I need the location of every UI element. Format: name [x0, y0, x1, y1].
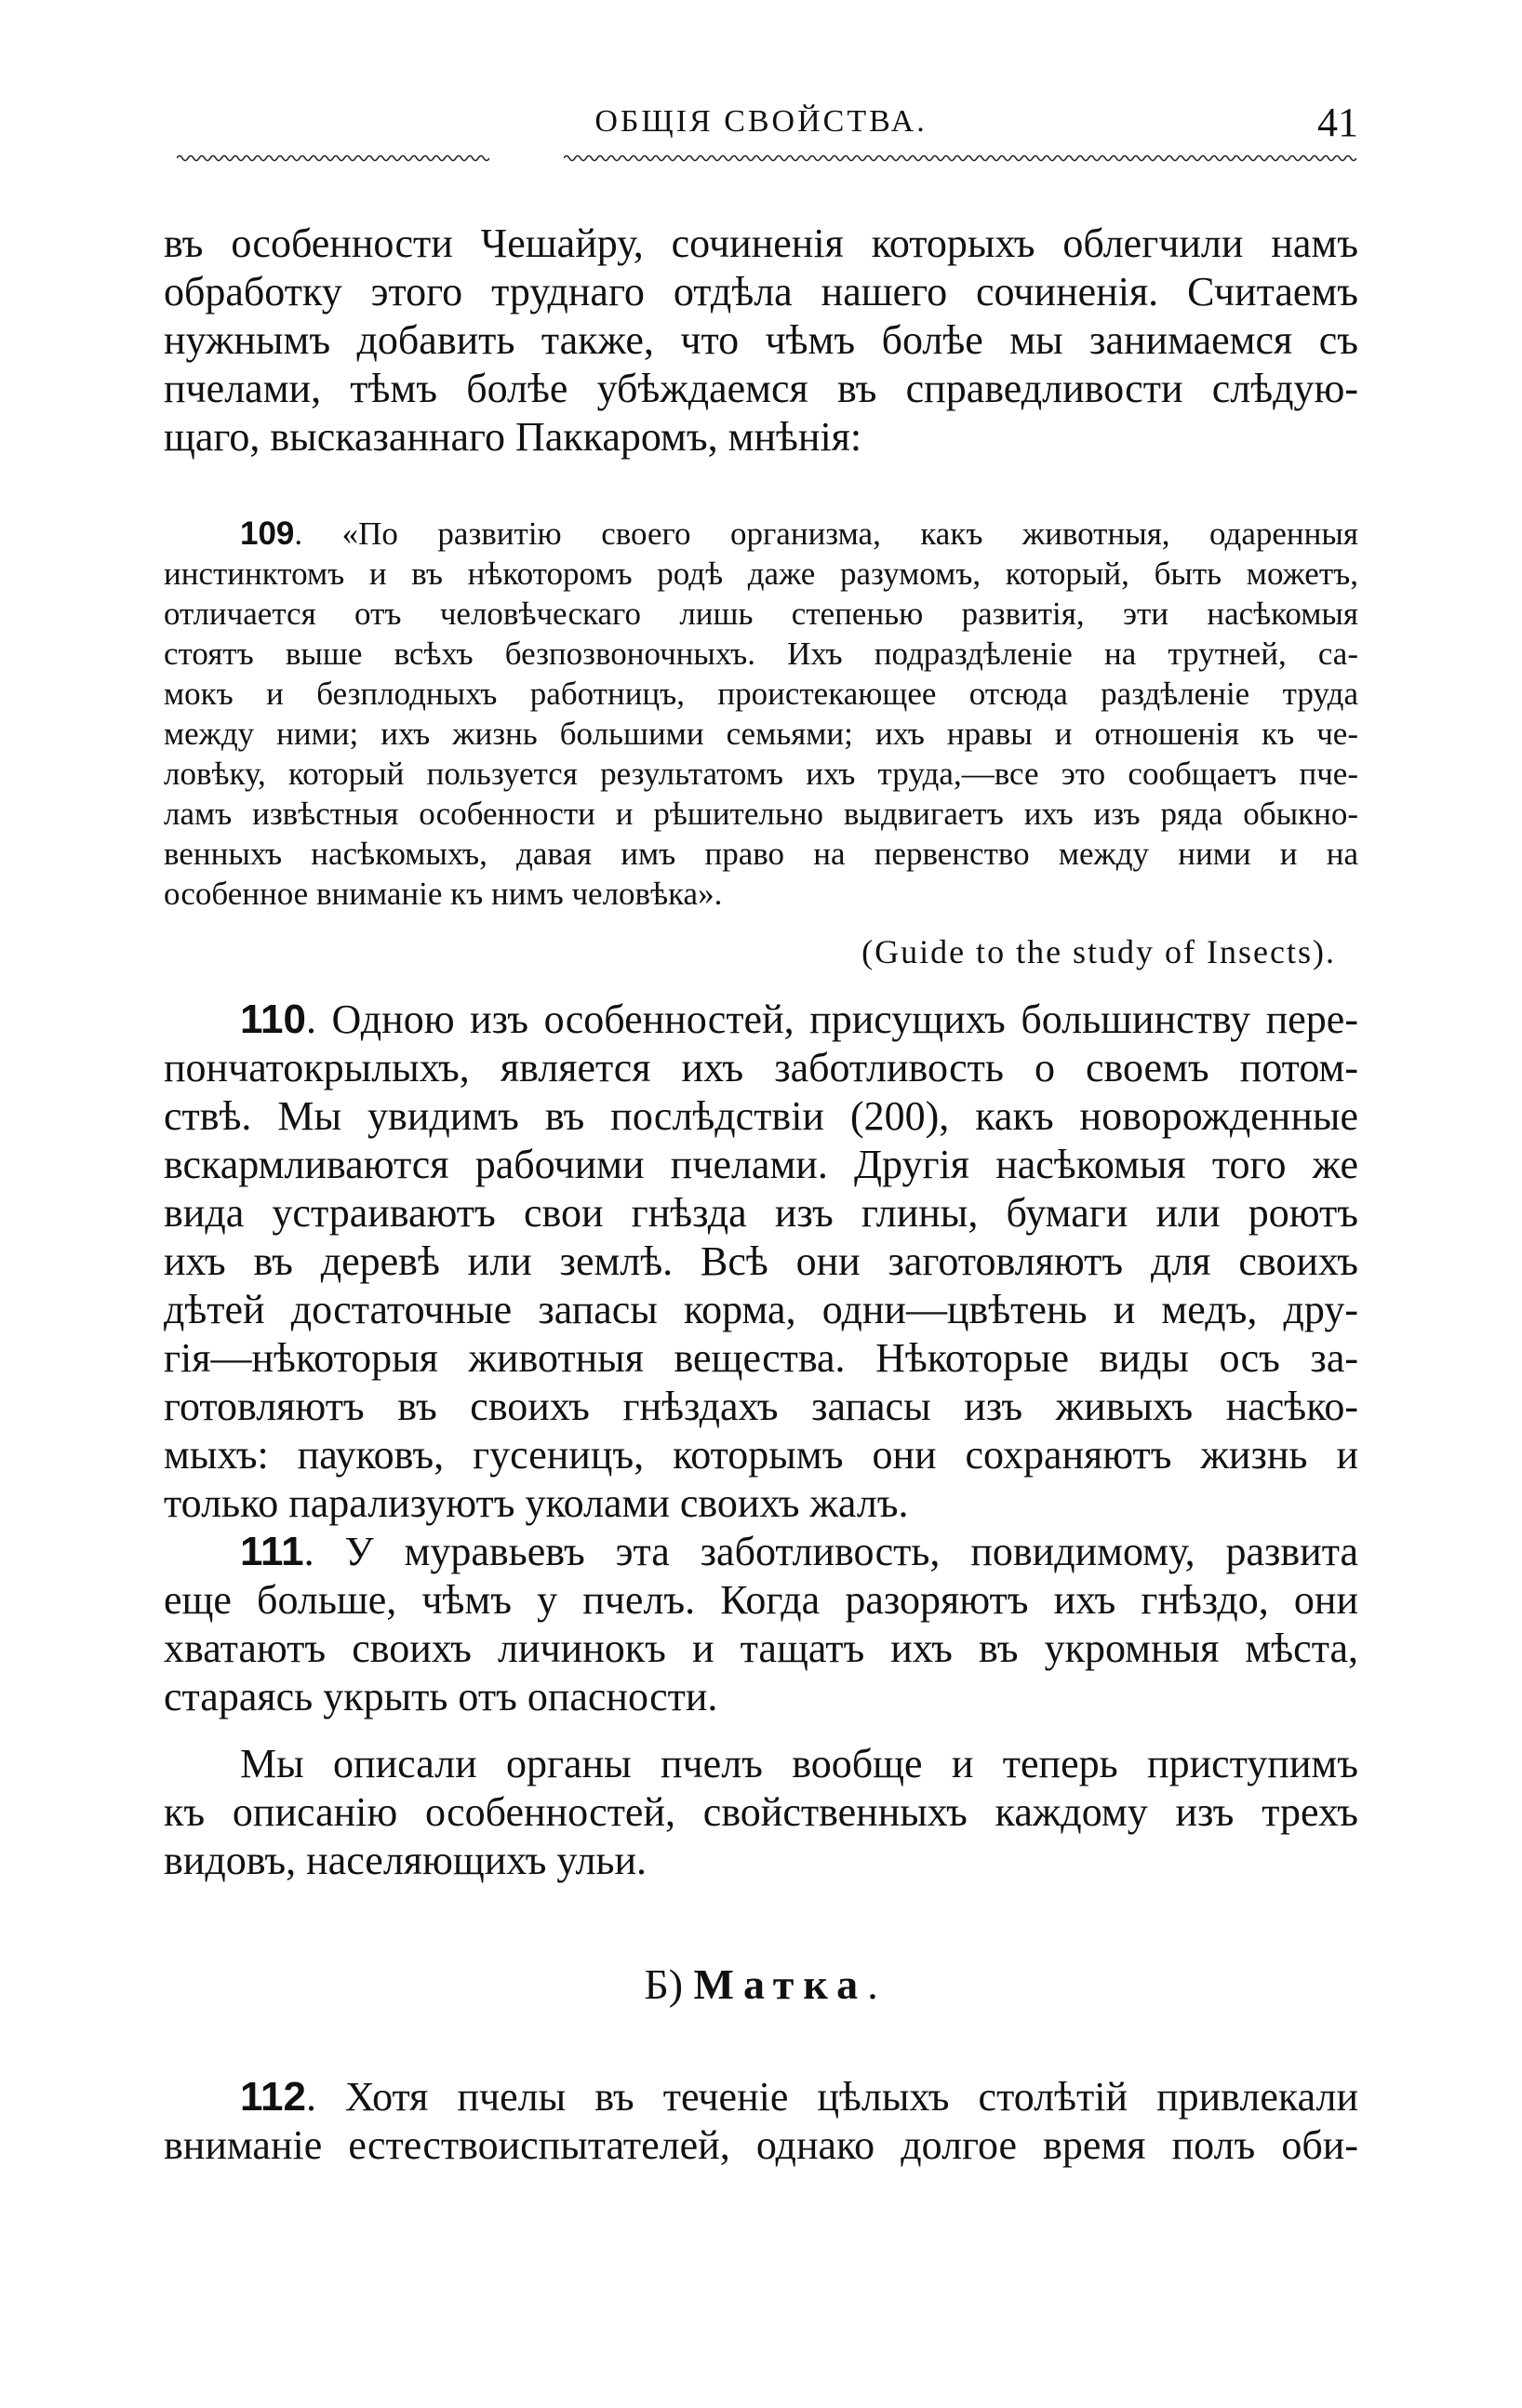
text-line: пчелами, тѣмъ болѣе убѣждаемся въ справедливости слѣдую-: [164, 366, 1358, 411]
text-line: обработку этого труднаго отдѣла нашего сочиненія. Считаемъ: [164, 269, 1358, 314]
text-line: вниманіе естествоиспытателей, однако долгое время полъ оби-: [164, 2122, 1358, 2168]
text-line: ловѣку, который пользуется результатомъ ихъ труда,—все это сообщаетъ пче-: [164, 756, 1358, 792]
paragraph-109-quote: [164, 514, 1358, 914]
closing-paragraph: [164, 1740, 1358, 1885]
paragraph-number-112: 112: [240, 2074, 306, 2120]
text-line: Мы описали органы пчелъ вообще и теперь приступимъ: [240, 1741, 1358, 1786]
text-line: гія—нѣкоторыя животныя вещества. Нѣкоторые виды осъ за-: [164, 1335, 1358, 1381]
text-span: . Хотя пчелы въ теченіе цѣлыхъ столѣтій привлекали: [305, 2074, 1358, 2120]
wavy-rule-right: [564, 156, 1356, 161]
text-line: хватаютъ своихъ личинокъ и тащатъ ихъ въ укромныя мѣста,: [164, 1625, 1358, 1671]
section-suffix: .: [867, 1960, 878, 2008]
page-header: [164, 100, 1358, 160]
paragraph-110-first-line: [164, 996, 1358, 1044]
wavy-rule-left: [177, 156, 489, 161]
text-line: щаго, высказаннаго Паккаромъ, мнѣнія:: [164, 414, 862, 460]
text-line: венныхъ насѣкомыхъ, давая имъ право на первенство между ними и на: [164, 836, 1358, 872]
paragraph-111-first-line: [164, 1528, 1358, 1576]
text-line: вскармливаются рабочими пчелами. Другія насѣкомыя того же: [164, 1142, 1358, 1187]
text-line: между ними; ихъ жизнь большими семьями; ихъ нравы и отношенія къ че-: [164, 716, 1358, 752]
citation: (Guide to the study of Insects).: [861, 933, 1336, 970]
running-title: ОБЩІЯ СВОЙСТВА.: [594, 104, 928, 139]
text-line: отличается отъ человѣческаго лишь степенью развитія, эти насѣкомыя: [164, 595, 1358, 632]
text-line: стараясь укрыть отъ опасности.: [164, 1674, 718, 1719]
text-line: дѣтей достаточные запасы корма, одни—цвѣтень и медъ, дру-: [164, 1287, 1358, 1332]
text-line: въ особенности Чешайру, сочиненія которыхъ облегчили намъ: [164, 221, 1358, 266]
text-line: ствѣ. Мы увидимъ въ послѣдствіи (200), какъ новорожденные: [164, 1093, 1358, 1139]
text-line: вида устраиваютъ свои гнѣзда изъ глины, бумаги или роютъ: [164, 1190, 1358, 1236]
text-line: мокъ и безплодныхъ работницъ, проистекающее отсюда раздѣленіе труда: [164, 676, 1358, 712]
text-line: готовляютъ въ своихъ гнѣздахъ запасы изъ живыхъ насѣко-: [164, 1384, 1358, 1429]
page-number: 41: [1317, 100, 1358, 145]
section-prefix: Б): [644, 1960, 694, 2008]
paragraph-111: [164, 1528, 1358, 1721]
text-line: видовъ, населяющихъ ульи.: [164, 1838, 648, 1883]
paragraph-109-first-line: [164, 514, 1358, 554]
text-line: еще больше, чѣмъ у пчелъ. Когда разоряютъ ихъ гнѣздо, они: [164, 1577, 1358, 1623]
paragraph-number-110: 110: [240, 997, 306, 1042]
text-line: мыхъ: пауковъ, гусеницъ, которымъ они сохраняютъ жизнь и: [164, 1432, 1358, 1478]
text-span: . «По развитію своего организма, какъ животныя, одаренныя: [294, 515, 1358, 552]
header-rule-right: [564, 153, 1356, 164]
paragraph-number-111: 111: [240, 1529, 304, 1574]
text-line: пончатокрылыхъ, является ихъ заботливость о своемъ потом-: [164, 1045, 1358, 1090]
paragraph-112-first-line: [164, 2073, 1358, 2121]
continuation-paragraph: [164, 220, 1358, 462]
text-line: къ описанію особенностей, свойственныхъ каждому изъ трехъ: [164, 1789, 1358, 1835]
text-span: . Одною изъ особенностей, присущихъ большинству пере-: [305, 997, 1358, 1042]
section-title: Матка: [693, 1960, 868, 2008]
text-line: ламъ извѣстныя особенности и рѣшительно выдвигаетъ ихъ изъ ряда обыкно-: [164, 796, 1358, 832]
paragraph-112: [164, 2073, 1358, 2170]
text-line: стоятъ выше всѣхъ безпозвоночныхъ. Ихъ подраздѣленіе на трутней, са-: [164, 635, 1358, 672]
section-heading: [0, 1960, 1522, 2009]
text-span: . У муравьевъ эта заботливость, повидимому, развита: [303, 1529, 1358, 1574]
text-line: инстинктомъ и въ нѣкоторомъ родѣ даже разумомъ, который, быть можетъ,: [164, 555, 1358, 592]
paragraph-number-109: 109: [240, 515, 295, 552]
text-line: особенное вниманіе къ нимъ человѣка».: [164, 876, 723, 912]
text-line: только парализуютъ уколами своихъ жалъ.: [164, 1480, 909, 1526]
header-rule-left: [177, 153, 489, 164]
text-line: ихъ въ деревѣ или землѣ. Всѣ они заготовляютъ для своихъ: [164, 1238, 1358, 1284]
text-line: нужнымъ добавить также, что чѣмъ болѣе мы занимаемся съ: [164, 317, 1358, 363]
paragraph-110: [164, 996, 1358, 1528]
